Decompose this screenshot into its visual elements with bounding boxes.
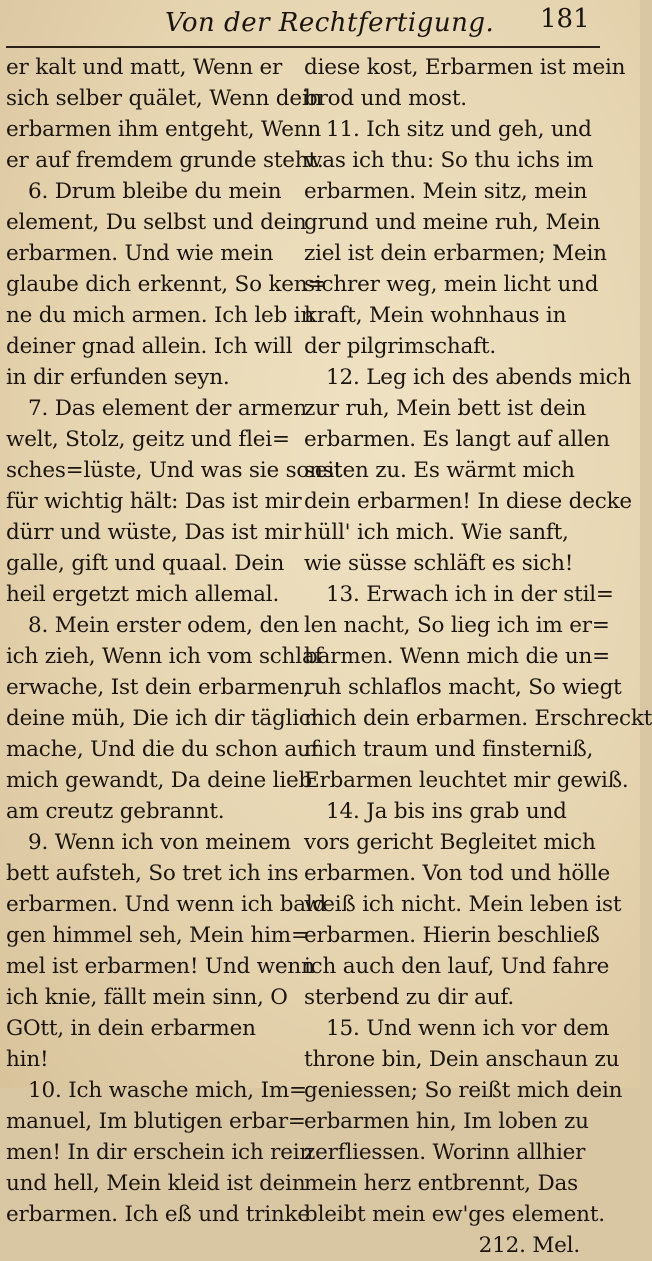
text-line: Erbarmen leuchtet mir gewiß. [304, 768, 629, 793]
text-line: ruh schlaflos macht, So wiegt [304, 675, 622, 700]
text-line: er kalt und matt, Wenn er [6, 55, 283, 80]
catchword: 212. Mel. [478, 1233, 580, 1258]
text-line: sichrer weg, mein licht und [304, 272, 599, 297]
header-rule [6, 46, 600, 48]
text-line: manuel, Im blutigen erbar= [6, 1109, 306, 1134]
text-line: mache, Und die du schon auf [6, 737, 319, 762]
text-line: deiner gnad allein. Ich will [6, 334, 293, 359]
text-line: hüll' ich mich. Wie sanft, [304, 520, 569, 545]
text-line: throne bin, Dein anschaun zu [304, 1047, 620, 1072]
text-line: element, Du selbst und dein [6, 210, 307, 235]
running-title: Von der Rechtfertigung. [165, 8, 495, 38]
text-line: erbarmen. Mein sitz, mein [304, 179, 588, 204]
text-line: hin! [6, 1047, 49, 1072]
right-column [304, 52, 652, 1261]
left-column [6, 52, 343, 1230]
text-line: ich zieh, Wenn ich vom schlaf [6, 644, 323, 669]
page-number: 181 [540, 4, 590, 34]
text-line: seiten zu. Es wärmt mich [304, 458, 575, 483]
text-line: kraft, Mein wohnhaus in [304, 303, 567, 328]
text-line: erbarmen. Von tod und hölle [304, 861, 611, 886]
text-line: welt, Stolz, geitz und flei= [6, 427, 290, 452]
text-line: ne du mich armen. Ich leb in [6, 303, 315, 328]
text-line: dein erbarmen! In diese decke [304, 489, 632, 514]
text-line: in dir erfunden seyn. [6, 365, 230, 390]
text-line: mich gewandt, Da deine lieb [6, 768, 313, 793]
text-line: GOtt, in dein erbarmen [6, 1016, 256, 1041]
text-line: 11. Ich sitz und geh, und [326, 117, 592, 142]
text-line: weiß ich nicht. Mein leben ist [304, 892, 622, 917]
text-line: erbarmen hin, Im loben zu [304, 1109, 589, 1134]
text-line: erbarmen ihm entgeht, Wenn [6, 117, 322, 142]
text-line: dürr und wüste, Das ist mir [6, 520, 302, 545]
text-line: 15. Und wenn ich vor dem [326, 1016, 610, 1041]
text-line: 12. Leg ich des abends mich [326, 365, 632, 390]
text-line: wie süsse schläft es sich! [304, 551, 574, 576]
text-line: geniessen; So reißt mich dein [304, 1078, 623, 1103]
text-line: gen himmel seh, Mein him= [6, 923, 309, 948]
text-line: sich selber quälet, Wenn dein [6, 86, 323, 111]
text-line: am creutz gebrannt. [6, 799, 225, 824]
text-line: deine müh, Die ich dir täglich [6, 706, 325, 731]
text-line: der pilgrimschaft. [304, 334, 496, 359]
text-line: für wichtig hält: Das ist mir [6, 489, 302, 514]
text-line: erbarmen. Und wie mein [6, 241, 274, 266]
text-line: ich auch den lauf, Und fahre [304, 954, 610, 979]
text-line: sches=lüste, Und was sie sonst [6, 458, 343, 483]
text-line: was ich thu: So thu ichs im [304, 148, 594, 173]
text-line: zur ruh, Mein bett ist dein [304, 396, 587, 421]
text-line: sterbend zu dir auf. [304, 985, 515, 1010]
text-line: erbarmen. Es langt auf allen [304, 427, 610, 452]
text-line: men! In dir erschein ich rein [6, 1140, 314, 1165]
text-line: 6. Drum bleibe du mein [28, 179, 282, 204]
text-line: 14. Ja bis ins grab und [326, 799, 567, 824]
text-line: ziel ist dein erbarmen; Mein [304, 241, 607, 266]
text-line: glaube dich erkennt, So ken= [6, 272, 326, 297]
text-line: barmen. Wenn mich die un= [304, 644, 610, 669]
text-line: bett aufsteh, So tret ich ins [6, 861, 299, 886]
text-line: 7. Das element der armen [28, 396, 307, 421]
text-line: erbarmen. Ich eß und trinke [6, 1202, 310, 1227]
text-line: erwache, Ist dein erbarmen, [6, 675, 310, 700]
text-line: mein herz entbrennt, Das [304, 1171, 578, 1196]
text-line: 13. Erwach ich in der stil= [326, 582, 614, 607]
text-line: heil ergetzt mich allemal. [6, 582, 280, 607]
text-line: mich traum und finsterniß, [304, 737, 594, 762]
text-line: galle, gift und quaal. Dein [6, 551, 285, 576]
text-line: 8. Mein erster odem, den [28, 613, 300, 638]
text-line: erbarmen. Hierin beschließ [304, 923, 600, 948]
text-line: ich knie, fällt mein sinn, O [6, 985, 288, 1010]
text-line: mel ist erbarmen! Und wenn [6, 954, 315, 979]
text-line: erbarmen. Und wenn ich bald [6, 892, 327, 917]
text-line: und hell, Mein kleid ist dein [6, 1171, 306, 1196]
text-line: 10. Ich wasche mich, Im= [28, 1078, 307, 1103]
text-line: mich dein erbarmen. Erschreckt [304, 706, 652, 731]
text-line: diese kost, Erbarmen ist mein [304, 55, 626, 80]
text-line: vors gericht Begleitet mich [304, 830, 596, 855]
page-header [0, 0, 640, 50]
text-line: er auf fremdem grunde steht. [6, 148, 324, 173]
text-line: len nacht, So lieg ich im er= [304, 613, 610, 638]
text-line: grund und meine ruh, Mein [304, 210, 601, 235]
text-line: bleibt mein ew'ges element. [304, 1202, 605, 1227]
text-line: brod und most. [304, 86, 467, 111]
text-line: 9. Wenn ich von meinem [28, 830, 291, 855]
text-line: zerfliessen. Worinn allhier [304, 1140, 586, 1165]
